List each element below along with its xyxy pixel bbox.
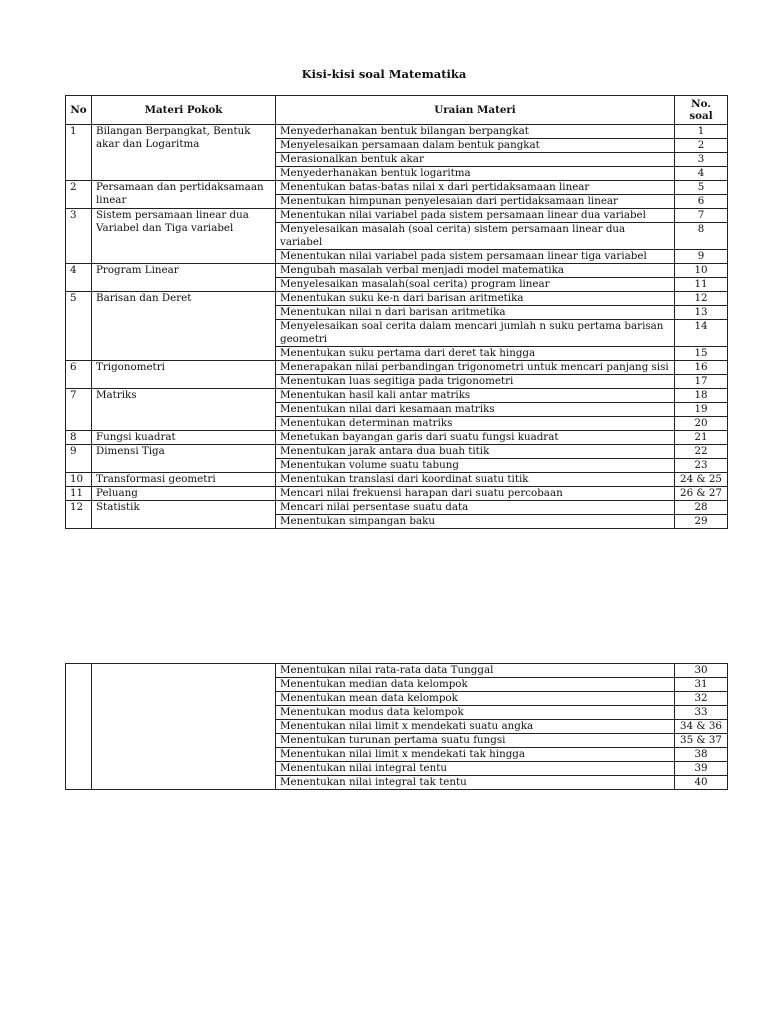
nomor-soal: 34 & 36 bbox=[675, 720, 728, 734]
uraian-materi: Menentukan suku ke-n dari barisan aritmetika bbox=[276, 292, 675, 306]
topic-number: 12 bbox=[66, 501, 92, 529]
nomor-soal: 29 bbox=[675, 515, 728, 529]
table-row bbox=[66, 361, 728, 375]
nomor-soal: 15 bbox=[675, 347, 728, 361]
topic-number: 11 bbox=[66, 487, 92, 501]
table-row bbox=[66, 389, 728, 403]
nomor-soal: 23 bbox=[675, 459, 728, 473]
nomor-soal: 38 bbox=[675, 748, 728, 762]
uraian-materi: Menentukan modus data kelompok bbox=[276, 706, 675, 720]
nomor-soal: 17 bbox=[675, 375, 728, 389]
topic-number bbox=[66, 664, 92, 790]
table-row bbox=[66, 181, 728, 195]
topic-name: Program Linear bbox=[92, 264, 276, 292]
nomor-soal: 19 bbox=[675, 403, 728, 417]
uraian-materi: Menentukan nilai limit x mendekati suatu angka bbox=[276, 720, 675, 734]
nomor-soal: 20 bbox=[675, 417, 728, 431]
uraian-materi: Menentukan batas-batas nilai x dari pertidaksamaan linear bbox=[276, 181, 675, 195]
nomor-soal: 1 bbox=[675, 125, 728, 139]
topic-number: 6 bbox=[66, 361, 92, 389]
topic-number: 4 bbox=[66, 264, 92, 292]
uraian-materi: Mencari nilai persentase suatu data bbox=[276, 501, 675, 515]
uraian-materi: Menentukan volume suatu tabung bbox=[276, 459, 675, 473]
nomor-soal: 32 bbox=[675, 692, 728, 706]
nomor-soal: 21 bbox=[675, 431, 728, 445]
nomor-soal: 10 bbox=[675, 264, 728, 278]
topic-name bbox=[92, 664, 276, 790]
nomor-soal: 3 bbox=[675, 153, 728, 167]
topic-name: Bilangan Berpangkat, Bentuk akar dan Logaritma bbox=[92, 125, 276, 181]
header-no: No bbox=[66, 96, 92, 125]
topic-number: 9 bbox=[66, 445, 92, 473]
nomor-soal: 24 & 25 bbox=[675, 473, 728, 487]
nomor-soal: 35 & 37 bbox=[675, 734, 728, 748]
header-uraian-materi: Uraian Materi bbox=[276, 96, 675, 125]
uraian-materi: Menentukan simpangan baku bbox=[276, 515, 675, 529]
topic-name: Sistem persamaan linear dua Variabel dan Tiga variabel bbox=[92, 209, 276, 264]
nomor-soal: 14 bbox=[675, 320, 728, 347]
topic-number: 7 bbox=[66, 389, 92, 431]
nomor-soal: 28 bbox=[675, 501, 728, 515]
uraian-materi: Menentukan translasi dari koordinat suatu titik bbox=[276, 473, 675, 487]
uraian-materi: Menerapakan nilai perbandingan trigonometri untuk mencari panjang sisi bbox=[276, 361, 675, 375]
uraian-materi: Menyelesaikan persamaan dalam bentuk pangkat bbox=[276, 139, 675, 153]
topic-name: Persamaan dan pertidaksamaan linear bbox=[92, 181, 276, 209]
nomor-soal: 33 bbox=[675, 706, 728, 720]
nomor-soal: 40 bbox=[675, 776, 728, 790]
topic-name: Peluang bbox=[92, 487, 276, 501]
nomor-soal: 39 bbox=[675, 762, 728, 776]
nomor-soal: 7 bbox=[675, 209, 728, 223]
topic-name: Matriks bbox=[92, 389, 276, 431]
uraian-materi: Menentukan determinan matriks bbox=[276, 417, 675, 431]
topic-name: Transformasi geometri bbox=[92, 473, 276, 487]
uraian-materi: Menentukan nilai limit x mendekati tak hingga bbox=[276, 748, 675, 762]
kisi-table bbox=[65, 95, 728, 529]
uraian-materi: Menentukan jarak antara dua buah titik bbox=[276, 445, 675, 459]
topic-name: Fungsi kuadrat bbox=[92, 431, 276, 445]
table-row bbox=[66, 501, 728, 515]
nomor-soal: 6 bbox=[675, 195, 728, 209]
nomor-soal: 11 bbox=[675, 278, 728, 292]
kisi-table-continued bbox=[65, 663, 728, 790]
nomor-soal: 30 bbox=[675, 664, 728, 678]
uraian-materi: Menentukan turunan pertama suatu fungsi bbox=[276, 734, 675, 748]
table-row bbox=[66, 487, 728, 501]
table-row bbox=[66, 125, 728, 139]
nomor-soal: 22 bbox=[675, 445, 728, 459]
uraian-materi: Menentukan himpunan penyelesaian dari pertidaksamaan linear bbox=[276, 195, 675, 209]
uraian-materi: Menentukan luas segitiga pada trigonometri bbox=[276, 375, 675, 389]
nomor-soal: 8 bbox=[675, 223, 728, 250]
nomor-soal: 13 bbox=[675, 306, 728, 320]
nomor-soal: 31 bbox=[675, 678, 728, 692]
nomor-soal: 9 bbox=[675, 250, 728, 264]
uraian-materi: Menyelesaikan soal cerita dalam mencari jumlah n suku pertama barisan geometri bbox=[276, 320, 675, 347]
header-row bbox=[66, 96, 728, 125]
topic-name: Barisan dan Deret bbox=[92, 292, 276, 361]
uraian-materi: Menentukan suku pertama dari deret tak hingga bbox=[276, 347, 675, 361]
table-row bbox=[66, 264, 728, 278]
nomor-soal: 4 bbox=[675, 167, 728, 181]
uraian-materi: Menentukan hasil kali antar matriks bbox=[276, 389, 675, 403]
uraian-materi: Menentukan nilai variabel pada sistem persamaan linear tiga variabel bbox=[276, 250, 675, 264]
header-materi-pokok: Materi Pokok bbox=[92, 96, 276, 125]
uraian-materi: Menentukan median data kelompok bbox=[276, 678, 675, 692]
table-row bbox=[66, 431, 728, 445]
uraian-materi: Menentukan mean data kelompok bbox=[276, 692, 675, 706]
header-no-soal: No. soal bbox=[675, 96, 728, 125]
topic-number: 5 bbox=[66, 292, 92, 361]
uraian-materi: Menentukan nilai dari kesamaan matriks bbox=[276, 403, 675, 417]
nomor-soal: 26 & 27 bbox=[675, 487, 728, 501]
uraian-materi: Menentukan nilai rata-rata data Tunggal bbox=[276, 664, 675, 678]
table-row bbox=[66, 209, 728, 223]
uraian-materi: Menentukan nilai n dari barisan aritmetika bbox=[276, 306, 675, 320]
topic-name: Dimensi Tiga bbox=[92, 445, 276, 473]
uraian-materi: Menentukan nilai integral tak tentu bbox=[276, 776, 675, 790]
document-title: Kisi-kisi soal Matematika bbox=[301, 67, 467, 81]
topic-number: 10 bbox=[66, 473, 92, 487]
uraian-materi: Menentukan nilai variabel pada sistem persamaan linear dua variabel bbox=[276, 209, 675, 223]
topic-number: 1 bbox=[66, 125, 92, 181]
table-row bbox=[66, 292, 728, 306]
topic-number: 3 bbox=[66, 209, 92, 264]
nomor-soal: 5 bbox=[675, 181, 728, 195]
nomor-soal: 18 bbox=[675, 389, 728, 403]
uraian-materi: Menyederhanakan bentuk bilangan berpangkat bbox=[276, 125, 675, 139]
table-row bbox=[66, 445, 728, 459]
nomor-soal: 2 bbox=[675, 139, 728, 153]
topic-name: Statistik bbox=[92, 501, 276, 529]
nomor-soal: 16 bbox=[675, 361, 728, 375]
table-row bbox=[66, 473, 728, 487]
topic-name: Trigonometri bbox=[92, 361, 276, 389]
nomor-soal: 12 bbox=[675, 292, 728, 306]
table-row bbox=[66, 664, 728, 678]
uraian-materi: Menyederhanakan bentuk logaritma bbox=[276, 167, 675, 181]
uraian-materi: Mengubah masalah verbal menjadi model matematika bbox=[276, 264, 675, 278]
uraian-materi: Mencari nilai frekuensi harapan dari suatu percobaan bbox=[276, 487, 675, 501]
uraian-materi: Merasionalkan bentuk akar bbox=[276, 153, 675, 167]
topic-number: 2 bbox=[66, 181, 92, 209]
uraian-materi: Menyelesaikan masalah (soal cerita) sistem persamaan linear dua variabel bbox=[276, 223, 675, 250]
uraian-materi: Menetukan bayangan garis dari suatu fungsi kuadrat bbox=[276, 431, 675, 445]
uraian-materi: Menyelesaikan masalah(soal cerita) program linear bbox=[276, 278, 675, 292]
uraian-materi: Menentukan nilai integral tentu bbox=[276, 762, 675, 776]
topic-number: 8 bbox=[66, 431, 92, 445]
